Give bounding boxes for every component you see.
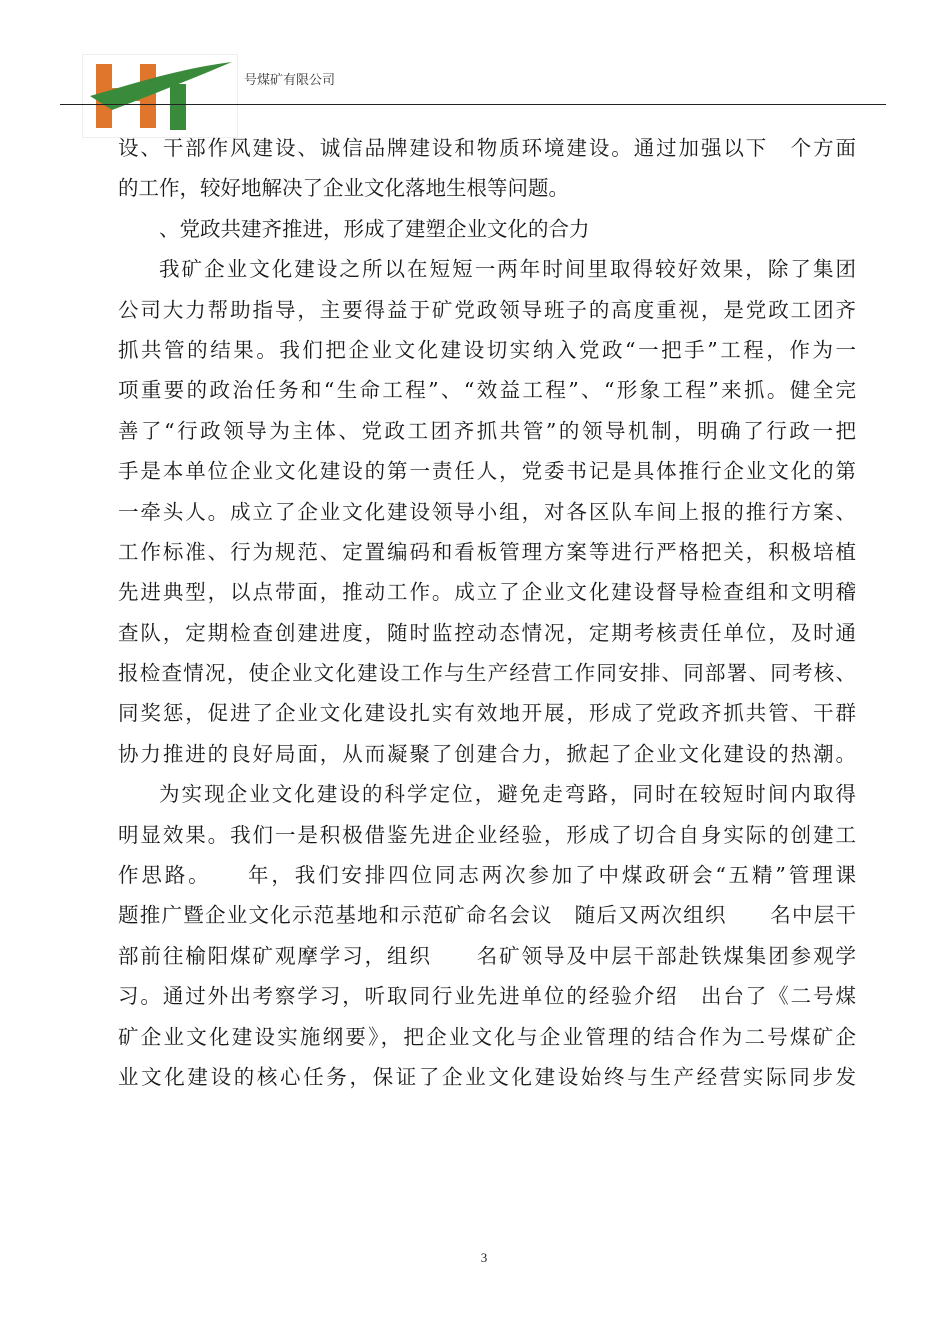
text-line: 设、干部作风建设、诚信品牌建设和物质环境建设。通过加强以下 个方面	[118, 136, 856, 160]
text-line: 善了“行政领导为主体、党政工团齐抓共管”的领导机制，明确了行政一把	[118, 418, 856, 443]
text-line: 手是本单位企业文化建设的第一责任人，党委书记是具体推行企业文化的第	[118, 459, 856, 484]
body-text	[118, 128, 856, 1097]
text-line: 同奖惩，促进了企业文化建设扎实有效地开展，形成了党政齐抓共管、干群	[118, 701, 856, 726]
company-name: 号煤矿有限公司	[244, 73, 336, 88]
text-line: 公司大力帮助指导，主要得益于矿党政领导班子的高度重视，是党政工团齐	[118, 297, 856, 322]
text-line: 业文化建设的核心任务，保证了企业文化建设始终与生产经营实际同步发	[118, 1064, 856, 1089]
text-line: 的工作，较好地解决了企业文化落地生根等问题。	[118, 176, 569, 201]
text-line: 部前往榆阳煤矿观摩学习，组织 名矿领导及中层干部赴铁煤集团参观学	[118, 943, 856, 968]
text-line: 查队，定期检查创建进度，随时监控动态情况，定期考核责任单位，及时通	[118, 620, 856, 645]
text-line: 习。通过外出考察学习，听取同行业先进单位的经验介绍 出台了《二号煤	[118, 984, 856, 1009]
company-logo	[82, 54, 238, 138]
text-line: 协力推进的良好局面，从而凝聚了创建合力，掀起了企业文化建设的热潮。	[118, 741, 856, 766]
header-divider	[60, 104, 886, 105]
text-line: 先进典型，以点带面，推动工作。成立了企业文化建设督导检查组和文明稽	[118, 580, 856, 605]
logo-t-stem	[170, 84, 186, 130]
page-number: 3	[480, 1250, 488, 1265]
text-line: 明显效果。我们一是积极借鉴先进企业经验，形成了切合自身实际的创建工	[118, 822, 856, 847]
text-line: 我矿企业文化建设之所以在短短一两年时间里取得较好效果，除了集团	[159, 257, 856, 282]
section-heading: 、党政共建齐推进，形成了建塑企业文化的合力	[159, 216, 590, 241]
text-line: 一牵头人。成立了企业文化建设领导小组，对各区队车间上报的推行方案、	[118, 499, 856, 524]
text-line: 工作标准、行为规范、定置编码和看板管理方案等进行严格把关，积极培植	[118, 539, 856, 564]
logo-mark-icon	[82, 54, 238, 138]
text-line: 题推广暨企业文化示范基地和示范矿命名会议 随后又两次组织 名中层干	[118, 903, 856, 928]
text-line: 作思路。 年，我们安排四位同志两次参加了中煤政研会“五精”管理课	[118, 863, 856, 888]
text-line: 项重要的政治任务和“生命工程”、“效益工程”、“形象工程”来抓。健全完	[118, 378, 856, 403]
text-line: 矿企业文化建设实施纲要》，把企业文化与企业管理的结合作为二号煤矿企	[118, 1024, 856, 1049]
text-line: 报检查情况，使企业文化建设工作与生产经营工作同安排、同部署、同考核、	[118, 661, 856, 686]
text-line: 抓共管的结果。我们把企业文化建设切实纳入党政“一把手”工程，作为一	[118, 337, 856, 362]
text-line: 为实现企业文化建设的科学定位，避免走弯路，同时在较短时间内取得	[159, 782, 856, 807]
